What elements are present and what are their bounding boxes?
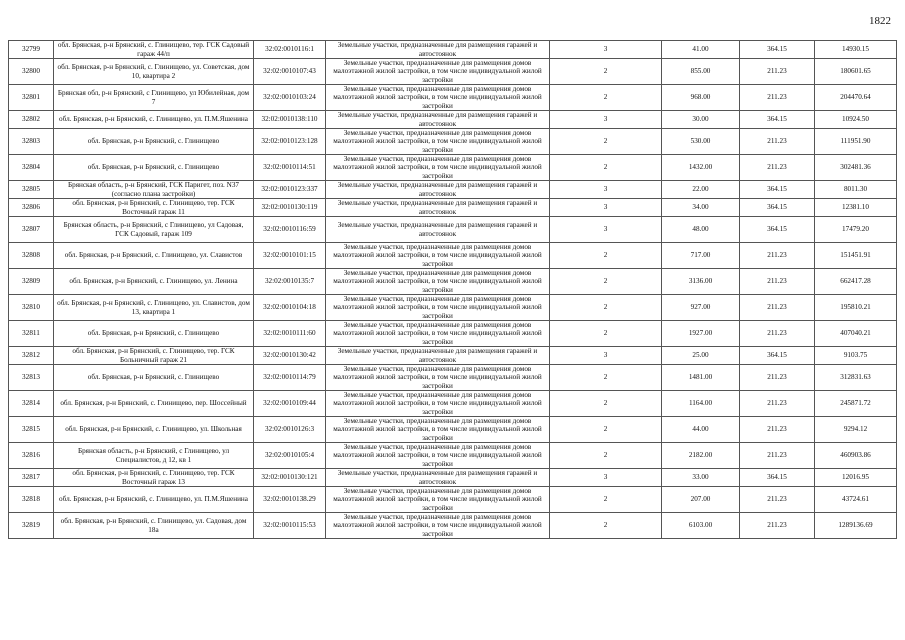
group-cell: 2 bbox=[550, 243, 662, 269]
group-cell: 2 bbox=[550, 487, 662, 513]
group-cell: 2 bbox=[550, 129, 662, 155]
specific-value-cell: 364.15 bbox=[740, 217, 815, 243]
cadastral-value-cell: 460903.86 bbox=[815, 443, 897, 469]
specific-value-cell: 364.15 bbox=[740, 469, 815, 487]
cadastral-value-cell: 43724.61 bbox=[815, 487, 897, 513]
address-cell: Брянская область, р-н Брянский, с Глинищево, ул Специалистов, д 12, кв 1 bbox=[54, 443, 254, 469]
group-cell: 3 bbox=[550, 199, 662, 217]
area-cell: 1927.00 bbox=[662, 321, 740, 347]
cadastral-number-cell: 32:02:0010123:128 bbox=[254, 129, 326, 155]
group-cell: 3 bbox=[550, 181, 662, 199]
address-cell: обл. Брянская, р-н Брянский, с. Глинищево, пер. Шоссейный bbox=[54, 391, 254, 417]
land-use-cell: Земельные участки, предназначенные для размещения гаражей и автостоянок bbox=[326, 41, 550, 59]
area-cell: 2182.00 bbox=[662, 443, 740, 469]
group-cell: 2 bbox=[550, 295, 662, 321]
address-cell: обл. Брянская, р-н Брянский, с. Глинищево, тер. ГСК Больничный гараж 21 bbox=[54, 347, 254, 365]
cadastral-number-cell: 32:02:0010130:42 bbox=[254, 347, 326, 365]
land-use-cell: Земельные участки, предназначенные для размещения домов малоэтажной жилой застройки, в том числе индивидуальной жилой застройки bbox=[326, 269, 550, 295]
cadastral-number-cell: 32:02:0010109:44 bbox=[254, 391, 326, 417]
group-cell: 2 bbox=[550, 85, 662, 111]
land-use-cell: Земельные участки, предназначенные для размещения домов малоэтажной жилой застройки, в том числе индивидуальной жилой застройки bbox=[326, 129, 550, 155]
area-cell: 3136.00 bbox=[662, 269, 740, 295]
address-cell: Брянская область, р-н Брянский, ГСК Паригет, поз. N37 (согласно плана застройки) bbox=[54, 181, 254, 199]
cadastral-value-cell: 180601.65 bbox=[815, 59, 897, 85]
group-cell: 2 bbox=[550, 59, 662, 85]
cadastral-number-cell: 32:02:0010101:15 bbox=[254, 243, 326, 269]
table-body bbox=[9, 41, 897, 539]
page-number: 1822 bbox=[869, 15, 891, 27]
row-number: 32816 bbox=[9, 443, 54, 469]
cadastral-value-cell: 111951.90 bbox=[815, 129, 897, 155]
group-cell: 2 bbox=[550, 391, 662, 417]
group-cell: 3 bbox=[550, 469, 662, 487]
area-cell: 6103.00 bbox=[662, 513, 740, 539]
specific-value-cell: 211.23 bbox=[740, 391, 815, 417]
specific-value-cell: 211.23 bbox=[740, 59, 815, 85]
cadastral-number-cell: 32:02:0010111:60 bbox=[254, 321, 326, 347]
cadastral-value-cell: 9103.75 bbox=[815, 347, 897, 365]
group-cell: 2 bbox=[550, 417, 662, 443]
area-cell: 1432.00 bbox=[662, 155, 740, 181]
area-cell: 530.00 bbox=[662, 129, 740, 155]
cadastral-number-cell: 32:02:0010114:79 bbox=[254, 365, 326, 391]
land-use-cell: Земельные участки, предназначенные для размещения домов малоэтажной жилой застройки, в том числе индивидуальной жилой застройки bbox=[326, 321, 550, 347]
cadastral-value-cell: 407040.21 bbox=[815, 321, 897, 347]
area-cell: 34.00 bbox=[662, 199, 740, 217]
table-row bbox=[9, 243, 897, 269]
row-number: 32801 bbox=[9, 85, 54, 111]
cadastral-number-cell: 32:02:0010115:53 bbox=[254, 513, 326, 539]
specific-value-cell: 211.23 bbox=[740, 129, 815, 155]
cadastral-value-cell: 302481.36 bbox=[815, 155, 897, 181]
cadastral-value-cell: 8011.30 bbox=[815, 181, 897, 199]
table-row bbox=[9, 129, 897, 155]
land-plots-table bbox=[8, 40, 897, 539]
group-cell: 3 bbox=[550, 347, 662, 365]
cadastral-number-cell: 32:02:0010114:51 bbox=[254, 155, 326, 181]
cadastral-value-cell: 245871.72 bbox=[815, 391, 897, 417]
row-number: 32803 bbox=[9, 129, 54, 155]
cadastral-value-cell: 12381.10 bbox=[815, 199, 897, 217]
area-cell: 207.00 bbox=[662, 487, 740, 513]
cadastral-value-cell: 312831.63 bbox=[815, 365, 897, 391]
area-cell: 1164.00 bbox=[662, 391, 740, 417]
area-cell: 25.00 bbox=[662, 347, 740, 365]
land-use-cell: Земельные участки, предназначенные для размещения гаражей и автостоянок bbox=[326, 199, 550, 217]
row-number: 32810 bbox=[9, 295, 54, 321]
table-row bbox=[9, 59, 897, 85]
group-cell: 2 bbox=[550, 155, 662, 181]
address-cell: обл. Брянская, р-н Брянский, с. Глинищево, ул. Славистов, дом 13, квартира 1 bbox=[54, 295, 254, 321]
specific-value-cell: 211.23 bbox=[740, 513, 815, 539]
table-row bbox=[9, 469, 897, 487]
land-use-cell: Земельные участки, предназначенные для размещения гаражей и автостоянок bbox=[326, 217, 550, 243]
specific-value-cell: 211.23 bbox=[740, 365, 815, 391]
specific-value-cell: 211.23 bbox=[740, 269, 815, 295]
address-cell: обл. Брянская, р-н Брянский, с. Глинищево bbox=[54, 129, 254, 155]
specific-value-cell: 211.23 bbox=[740, 155, 815, 181]
specific-value-cell: 364.15 bbox=[740, 41, 815, 59]
cadastral-value-cell: 151451.91 bbox=[815, 243, 897, 269]
specific-value-cell: 211.23 bbox=[740, 85, 815, 111]
area-cell: 22.00 bbox=[662, 181, 740, 199]
row-number: 32806 bbox=[9, 199, 54, 217]
cadastral-number-cell: 32:02:0010123:337 bbox=[254, 181, 326, 199]
table-row bbox=[9, 391, 897, 417]
land-use-cell: Земельные участки, предназначенные для размещения домов малоэтажной жилой застройки, в том числе индивидуальной жилой застройки bbox=[326, 417, 550, 443]
cadastral-value-cell: 1289136.69 bbox=[815, 513, 897, 539]
table-row bbox=[9, 487, 897, 513]
row-number: 32813 bbox=[9, 365, 54, 391]
area-cell: 48.00 bbox=[662, 217, 740, 243]
area-cell: 41.00 bbox=[662, 41, 740, 59]
address-cell: обл. Брянская, р-н Брянский, с. Глинищево, тер. ГСК Садовый гараж 44/п bbox=[54, 41, 254, 59]
cadastral-number-cell: 32:02:0010135:7 bbox=[254, 269, 326, 295]
area-cell: 44.00 bbox=[662, 417, 740, 443]
cadastral-number-cell: 32:02:0010116:59 bbox=[254, 217, 326, 243]
area-cell: 30.00 bbox=[662, 111, 740, 129]
land-use-cell: Земельные участки, предназначенные для размещения домов малоэтажной жилой застройки, в том числе индивидуальной жилой застройки bbox=[326, 443, 550, 469]
land-use-cell: Земельные участки, предназначенные для размещения домов малоэтажной жилой застройки, в том числе индивидуальной жилой застройки bbox=[326, 155, 550, 181]
land-use-cell: Земельные участки, предназначенные для размещения домов малоэтажной жилой застройки, в том числе индивидуальной жилой застройки bbox=[326, 487, 550, 513]
row-number: 32815 bbox=[9, 417, 54, 443]
row-number: 32812 bbox=[9, 347, 54, 365]
specific-value-cell: 211.23 bbox=[740, 321, 815, 347]
table-row bbox=[9, 111, 897, 129]
address-cell: Брянская обл, р-н Брянский, с Глинищево, ул Юбилейная, дом 7 bbox=[54, 85, 254, 111]
cadastral-value-cell: 17479.20 bbox=[815, 217, 897, 243]
land-use-cell: Земельные участки, предназначенные для размещения гаражей и автостоянок bbox=[326, 181, 550, 199]
cadastral-number-cell: 32:02:0010138.29 bbox=[254, 487, 326, 513]
address-cell: обл. Брянская, р-н Брянский, с. Глинищево, тер. ГСК Восточный гараж 13 bbox=[54, 469, 254, 487]
address-cell: обл. Брянская, р-н Брянский, с. Глинищево, ул. П.М.Яшенина bbox=[54, 111, 254, 129]
table-row bbox=[9, 513, 897, 539]
cadastral-value-cell: 195810.21 bbox=[815, 295, 897, 321]
address-cell: обл. Брянская, р-н Брянский, с. Глинищево bbox=[54, 321, 254, 347]
table-row bbox=[9, 295, 897, 321]
cadastral-value-cell: 14930.15 bbox=[815, 41, 897, 59]
land-use-cell: Земельные участки, предназначенные для размещения домов малоэтажной жилой застройки, в том числе индивидуальной жилой застройки bbox=[326, 513, 550, 539]
land-use-cell: Земельные участки, предназначенные для размещения домов малоэтажной жилой застройки, в том числе индивидуальной жилой застройки bbox=[326, 85, 550, 111]
land-use-cell: Земельные участки, предназначенные для размещения домов малоэтажной жилой застройки, в том числе индивидуальной жилой застройки bbox=[326, 243, 550, 269]
row-number: 32809 bbox=[9, 269, 54, 295]
area-cell: 855.00 bbox=[662, 59, 740, 85]
specific-value-cell: 211.23 bbox=[740, 443, 815, 469]
specific-value-cell: 211.23 bbox=[740, 295, 815, 321]
area-cell: 1481.00 bbox=[662, 365, 740, 391]
cadastral-value-cell: 662417.28 bbox=[815, 269, 897, 295]
area-cell: 927.00 bbox=[662, 295, 740, 321]
address-cell: обл. Брянская, р-н Брянский, с. Глинищево, ул. Садовая, дом 18а bbox=[54, 513, 254, 539]
land-use-cell: Земельные участки, предназначенные для размещения гаражей и автостоянок bbox=[326, 347, 550, 365]
specific-value-cell: 211.23 bbox=[740, 487, 815, 513]
specific-value-cell: 364.15 bbox=[740, 181, 815, 199]
row-number: 32817 bbox=[9, 469, 54, 487]
table-row bbox=[9, 181, 897, 199]
table-row bbox=[9, 155, 897, 181]
specific-value-cell: 211.23 bbox=[740, 417, 815, 443]
cadastral-number-cell: 32:02:0010126:3 bbox=[254, 417, 326, 443]
cadastral-number-cell: 32:02:0010116:1 bbox=[254, 41, 326, 59]
specific-value-cell: 364.15 bbox=[740, 111, 815, 129]
cadastral-number-cell: 32:02:0010130:121 bbox=[254, 469, 326, 487]
address-cell: обл. Брянская, р-н Брянский, с. Глинищево, тер. ГСК Восточный гараж 11 bbox=[54, 199, 254, 217]
address-cell: обл. Брянская, р-н Брянский, с. Глинищево, ул. Ленина bbox=[54, 269, 254, 295]
group-cell: 2 bbox=[550, 269, 662, 295]
table-row bbox=[9, 269, 897, 295]
group-cell: 2 bbox=[550, 513, 662, 539]
land-use-cell: Земельные участки, предназначенные для размещения гаражей и автостоянок bbox=[326, 111, 550, 129]
row-number: 32802 bbox=[9, 111, 54, 129]
cadastral-number-cell: 32:02:0010138:110 bbox=[254, 111, 326, 129]
row-number: 32805 bbox=[9, 181, 54, 199]
table-row bbox=[9, 85, 897, 111]
row-number: 32804 bbox=[9, 155, 54, 181]
table-row bbox=[9, 321, 897, 347]
table-row bbox=[9, 417, 897, 443]
address-cell: обл. Брянская, р-н Брянский, с. Глинищево bbox=[54, 155, 254, 181]
row-number: 32814 bbox=[9, 391, 54, 417]
specific-value-cell: 364.15 bbox=[740, 199, 815, 217]
cadastral-number-cell: 32:02:0010107:43 bbox=[254, 59, 326, 85]
cadastral-value-cell: 12016.95 bbox=[815, 469, 897, 487]
land-use-cell: Земельные участки, предназначенные для размещения домов малоэтажной жилой застройки, в том числе индивидуальной жилой застройки bbox=[326, 295, 550, 321]
row-number: 32807 bbox=[9, 217, 54, 243]
group-cell: 2 bbox=[550, 443, 662, 469]
specific-value-cell: 364.15 bbox=[740, 347, 815, 365]
cadastral-number-cell: 32:02:0010103:24 bbox=[254, 85, 326, 111]
land-use-cell: Земельные участки, предназначенные для размещения домов малоэтажной жилой застройки, в том числе индивидуальной жилой застройки bbox=[326, 391, 550, 417]
row-number: 32818 bbox=[9, 487, 54, 513]
cadastral-value-cell: 9294.12 bbox=[815, 417, 897, 443]
cadastral-value-cell: 204470.64 bbox=[815, 85, 897, 111]
row-number: 32811 bbox=[9, 321, 54, 347]
cadastral-number-cell: 32:02:0010130:119 bbox=[254, 199, 326, 217]
table-row bbox=[9, 443, 897, 469]
land-use-cell: Земельные участки, предназначенные для размещения гаражей и автостоянок bbox=[326, 469, 550, 487]
group-cell: 2 bbox=[550, 321, 662, 347]
area-cell: 717.00 bbox=[662, 243, 740, 269]
group-cell: 2 bbox=[550, 365, 662, 391]
group-cell: 3 bbox=[550, 111, 662, 129]
row-number: 32799 bbox=[9, 41, 54, 59]
cadastral-number-cell: 32:02:0010104:18 bbox=[254, 295, 326, 321]
table-row bbox=[9, 347, 897, 365]
land-use-cell: Земельные участки, предназначенные для размещения домов малоэтажной жилой застройки, в том числе индивидуальной жилой застройки bbox=[326, 59, 550, 85]
row-number: 32808 bbox=[9, 243, 54, 269]
area-cell: 968.00 bbox=[662, 85, 740, 111]
address-cell: Брянская область, р-н Брянский, с Глинищево, ул Садовая, ГСК Садовый, гараж 109 bbox=[54, 217, 254, 243]
cadastral-value-cell: 10924.50 bbox=[815, 111, 897, 129]
row-number: 32800 bbox=[9, 59, 54, 85]
cadastral-number-cell: 32:02:0010105:4 bbox=[254, 443, 326, 469]
address-cell: обл. Брянская, р-н Брянский, с. Глинищево, ул. Школьная bbox=[54, 417, 254, 443]
table-row bbox=[9, 199, 897, 217]
address-cell: обл. Брянская, р-н Брянский, с. Глинищево, ул. П.М.Яшенина bbox=[54, 487, 254, 513]
land-use-cell: Земельные участки, предназначенные для размещения домов малоэтажной жилой застройки, в том числе индивидуальной жилой застройки bbox=[326, 365, 550, 391]
table-row bbox=[9, 365, 897, 391]
address-cell: обл. Брянская, р-н Брянский, с. Глинищево, ул. Славистов bbox=[54, 243, 254, 269]
table-row bbox=[9, 217, 897, 243]
row-number: 32819 bbox=[9, 513, 54, 539]
address-cell: обл. Брянская, р-н Брянский, с. Глинищево bbox=[54, 365, 254, 391]
address-cell: обл. Брянская, р-н Брянский, с. Глинищево, ул. Советская, дом 10, квартира 2 bbox=[54, 59, 254, 85]
group-cell: 3 bbox=[550, 217, 662, 243]
specific-value-cell: 211.23 bbox=[740, 243, 815, 269]
group-cell: 3 bbox=[550, 41, 662, 59]
table-row bbox=[9, 41, 897, 59]
area-cell: 33.00 bbox=[662, 469, 740, 487]
